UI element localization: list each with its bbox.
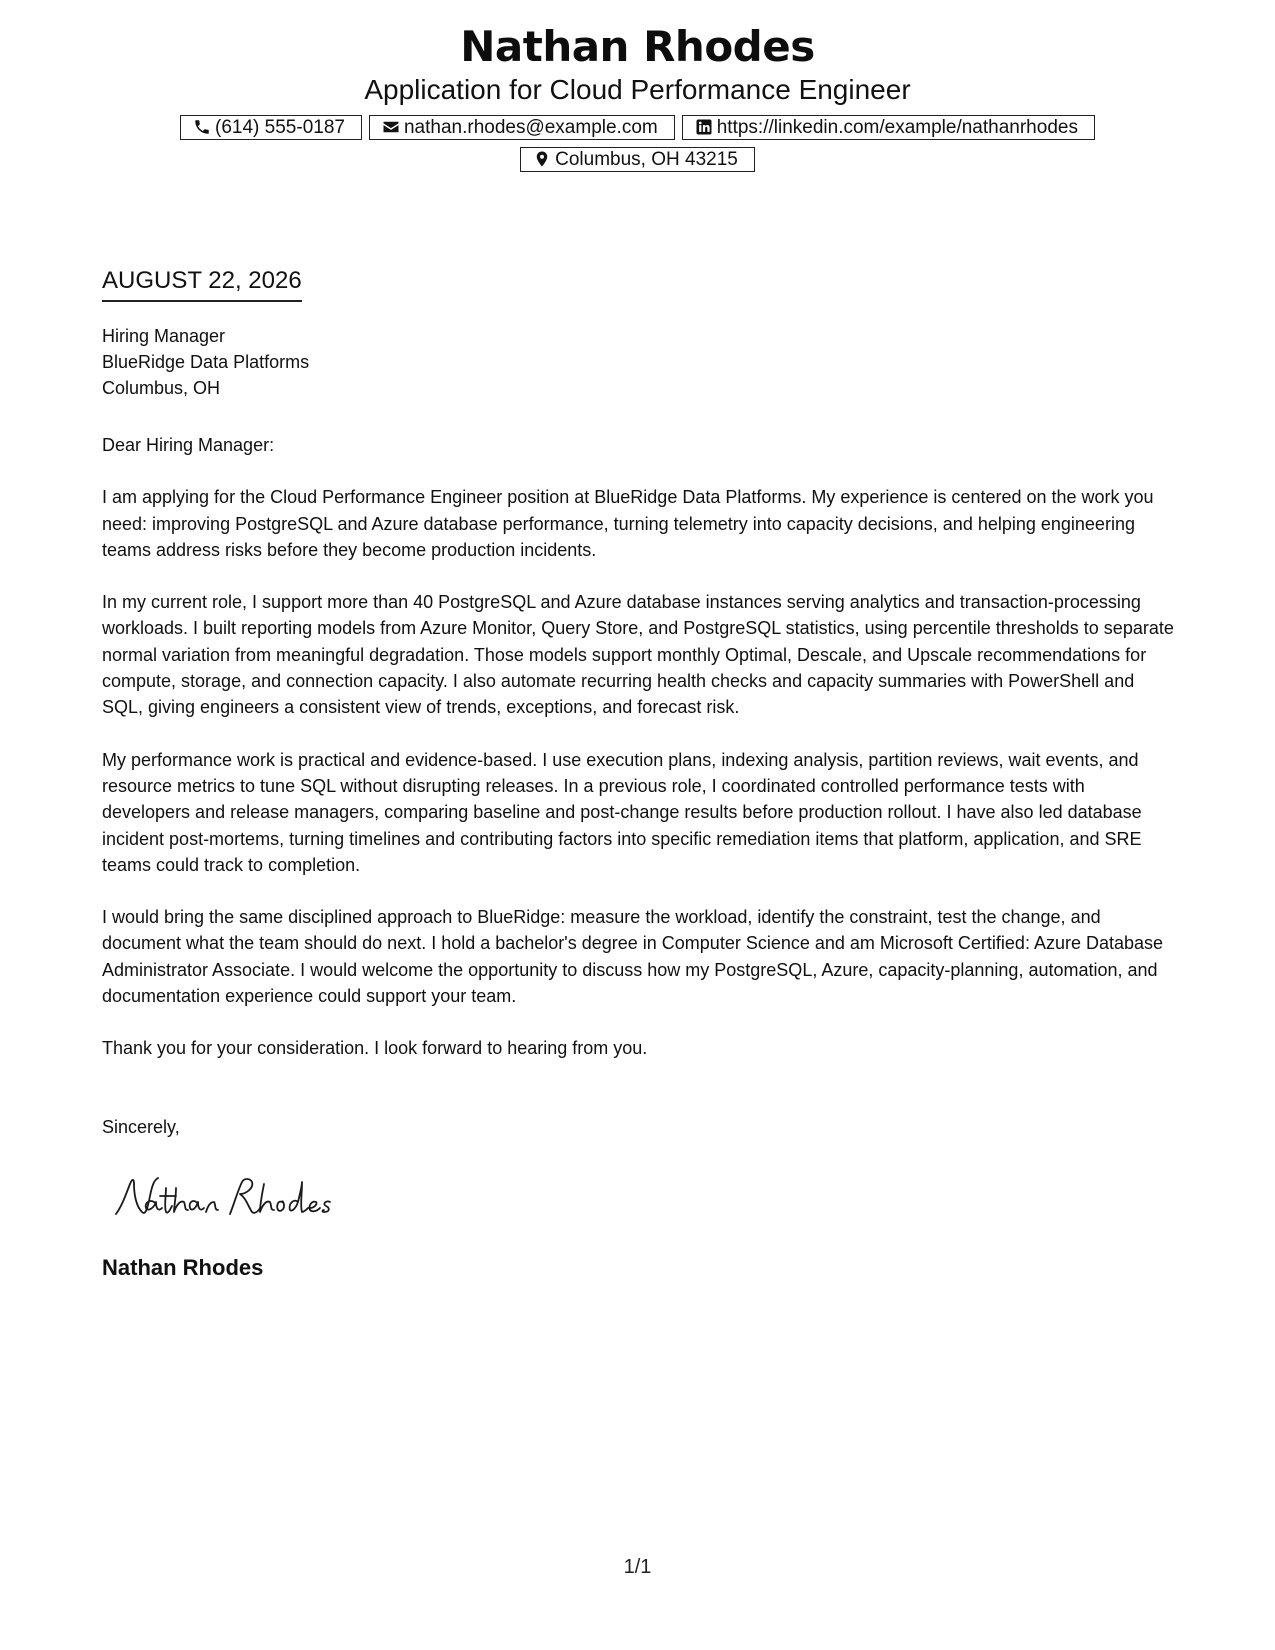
letter-date: AUGUST 22, 2026 <box>102 266 302 302</box>
closing: Sincerely, <box>102 1117 180 1137</box>
salutation: Dear Hiring Manager: <box>102 435 275 455</box>
phone-text: (614) 555-0187 <box>215 116 345 138</box>
body-paragraph-4: I would bring the same disciplined approach to BlueRidge: measure the workload, identify the constraint, test the change, and document what the team should do next. I hold a bachelor's degree in Computer Science and am Microsoft Certified: Azure Database Administrator Associate. I would welcome the opportunity to discuss how my PostgreSQL, Azure, capacity-planning, automation, and documentation experience could support your team. <box>102 907 1164 1007</box>
page-number: 1/1 <box>623 1556 652 1578</box>
contact-location[interactable] <box>520 147 755 172</box>
signature-image <box>112 1166 352 1236</box>
contact-linkedin[interactable] <box>682 115 1095 140</box>
recipient-company: BlueRidge Data Platforms <box>102 352 310 372</box>
letter-header <box>0 22 1275 172</box>
signer-name: Nathan Rhodes <box>102 1255 264 1280</box>
contact-email[interactable] <box>369 115 675 140</box>
thank-you-line: Thank you for your consideration. I look forward to hearing from you. <box>102 1038 648 1059</box>
linkedin-icon <box>695 118 713 136</box>
applicant-name: Nathan Rhodes <box>460 22 815 71</box>
contact-row <box>0 115 1275 140</box>
envelope-icon <box>382 118 400 136</box>
email-text: nathan.rhodes@example.com <box>403 116 658 138</box>
application-subtitle: Application for Cloud Performance Engineer <box>364 74 911 105</box>
contact-phone[interactable] <box>180 115 362 140</box>
map-pin-icon <box>533 150 551 168</box>
contact-row-location <box>0 147 1275 172</box>
recipient-block <box>102 323 309 401</box>
letter-body <box>102 432 1174 1088</box>
location-text: Columbus, OH 43215 <box>555 148 738 170</box>
body-paragraph-2: In my current role, I support more than 40 PostgreSQL and Azure database instances serving analytics and transaction-processing workloads. I built reporting models from Azure Monitor, Query Store, and PostgreSQL statistics, using percentile thresholds to separate normal variation from meaningful degradation. Those models support monthly Optimal, Descale, and Upscale recommendations for compute, storage, and connection capacity. I also automate recurring health checks and capacity summaries with PowerShell and SQL, giving engineers a consistent view of trends, exceptions, and forecast risk. <box>102 592 1174 718</box>
handwritten-signature <box>112 1166 352 1241</box>
recipient-title: Hiring Manager <box>102 326 226 346</box>
recipient-location: Columbus, OH <box>102 378 221 398</box>
body-paragraph-1: I am applying for the Cloud Performance Engineer position at BlueRidge Data Platforms. My experience is centered on the work you need: improving PostgreSQL and Azure database performance, turning telemetry into capacity decisions, and helping engineering teams address risks before they become production incidents. <box>102 487 1154 560</box>
body-paragraph-3: My performance work is practical and evidence-based. I use execution plans, indexing analysis, partition reviews, wait events, and resource metrics to tune SQL without disrupting releases. In a previous role, I coordinated controlled performance tests with developers and release managers, comparing baseline and post-change results before production rollout. I have also led database incident post-mortems, turning timelines and contributing factors into specific remediation items that platform, application, and SRE teams could track to completion. <box>102 749 1142 875</box>
linkedin-text: https://linkedin.com/example/nathanrhodes <box>716 116 1078 138</box>
phone-icon <box>193 118 211 136</box>
